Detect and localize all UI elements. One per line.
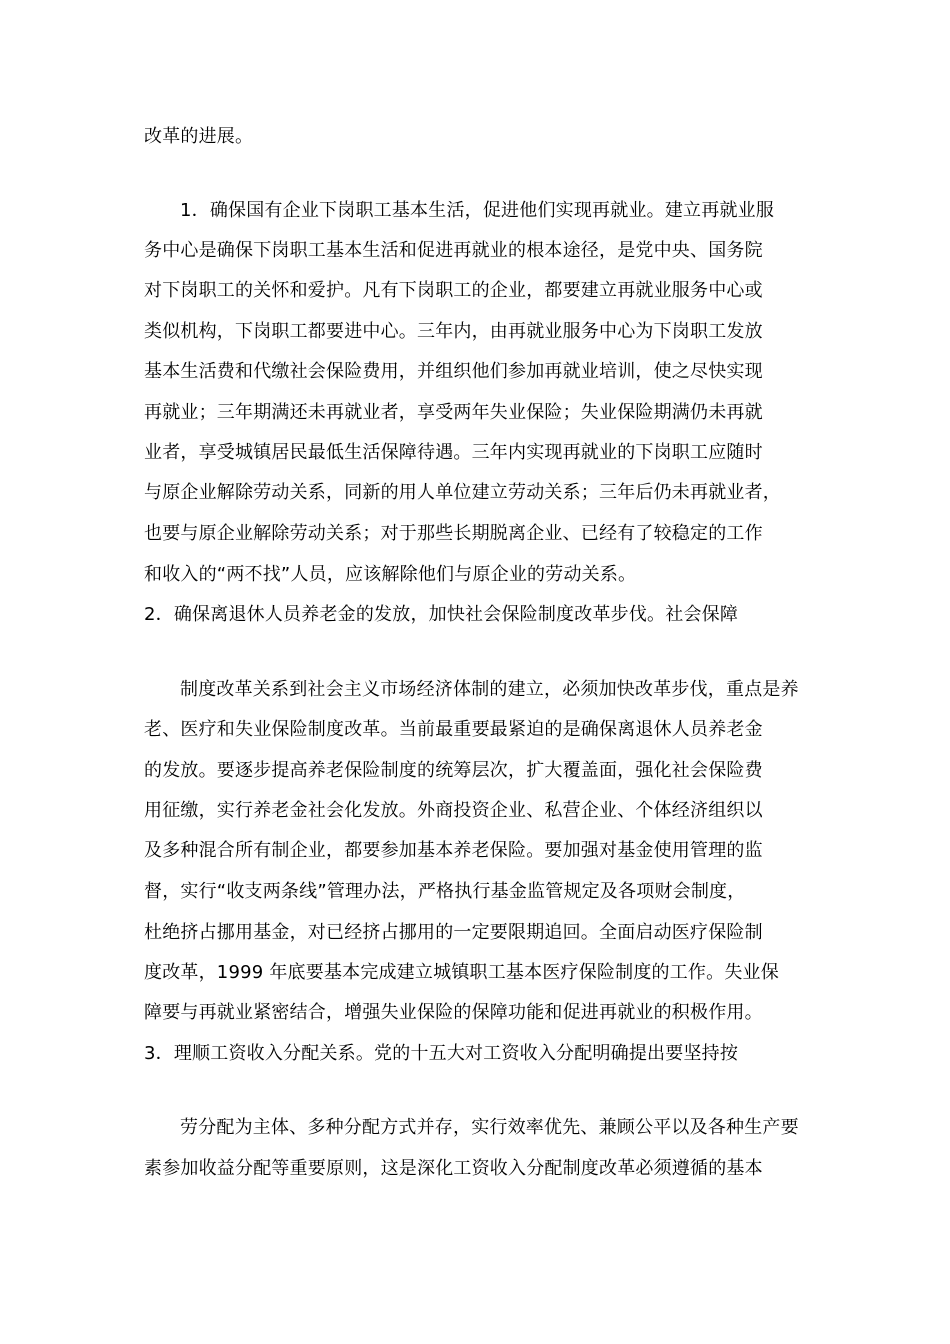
text-line: 的发放。要逐步提高养老保险制度的统筹层次，扩大覆盖面，强化社会保险费 bbox=[144, 760, 763, 781]
text-line: 改革的进展。 bbox=[144, 126, 254, 147]
text-line: 业者，享受城镇居民最低生活保障待遇。三年内实现再就业的下岗职工应随时 bbox=[144, 442, 763, 463]
text-line: 再就业；三年期满还未再就业者，享受两年失业保险；失业保险期满仍未再就 bbox=[144, 402, 763, 423]
text-line: 度改革，1999 年底要基本完成建立城镇职工基本医疗保险制度的工作。失业保 bbox=[144, 962, 779, 983]
paragraph-2-first-line: 制度改革关系到社会主义市场经济体制的建立，必须加快改革步伐，重点是养 bbox=[180, 679, 799, 700]
text-line: 素参加收益分配等重要原则，这是深化工资收入分配制度改革必须遵循的基本 bbox=[144, 1158, 763, 1179]
text-line: 基本生活费和代缴社会保险费用，并组织他们参加再就业培训，使之尽快实现 bbox=[144, 361, 763, 382]
text-line: 也要与原企业解除劳动关系；对于那些长期脱离企业、已经有了较稳定的工作 bbox=[144, 523, 763, 544]
text-line bbox=[144, 1194, 814, 1224]
text-line: 老、医疗和失业保险制度改革。当前最重要最紧迫的是确保离退休人员养老金 bbox=[144, 719, 763, 740]
text-line: 与原企业解除劳动关系，同新的用人单位建立劳动关系；三年后仍未再就业者， bbox=[144, 482, 781, 503]
text-line: 对下岗职工的关怀和爱护。凡有下岗职工的企业，都要建立再就业服务中心或 bbox=[144, 280, 763, 301]
paragraph-3-first-line: 劳分配为主体、多种分配方式并存，实行效率优先、兼顾公平以及各种生产要 bbox=[180, 1117, 799, 1138]
text-line: 杜绝挤占挪用基金，对已经挤占挪用的一定要限期追回。全面启动医疗保险制 bbox=[144, 922, 763, 943]
text-line: 3．理顺工资收入分配关系。党的十五大对工资收入分配明确提出要坚持按 bbox=[144, 1043, 739, 1064]
text-line: 务中心是确保下岗职工基本生活和促进再就业的根本途径，是党中央、国务院 bbox=[144, 240, 763, 261]
text-line: 2．确保离退休人员养老金的发放，加快社会保险制度改革步伐。社会保障 bbox=[144, 604, 739, 625]
text-line: 类似机构，下岗职工都要进中心。三年内，由再就业服务中心为下岗职工发放 bbox=[144, 321, 763, 342]
text-line: 和收入的“两不找”人员，应该解除他们与原企业的劳动关系。 bbox=[144, 564, 637, 585]
text-line: 及多种混合所有制企业，都要参加基本养老保险。要加强对基金使用管理的监 bbox=[144, 840, 763, 861]
text-line: 督，实行“收支两条线”管理办法，严格执行基金监管规定及各项财会制度， bbox=[144, 881, 746, 902]
text-line: 用征缴，实行养老金社会化发放。外商投资企业、私营企业、个体经济组织以 bbox=[144, 800, 763, 821]
paragraph-1-first-line: 1．确保国有企业下岗职工基本生活，促进他们实现再就业。建立再就业服 bbox=[180, 200, 775, 221]
text-line: 障要与再就业紧密结合，增强失业保险的保障功能和促进再就业的积极作用。 bbox=[144, 1002, 763, 1023]
